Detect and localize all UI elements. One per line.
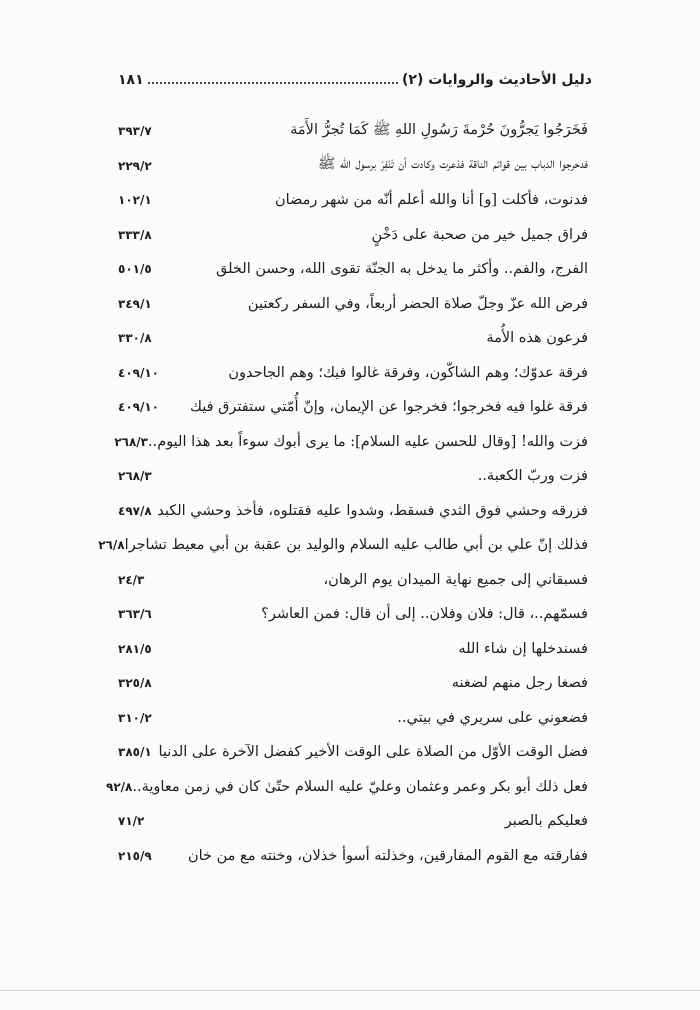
running-header	[118, 72, 592, 96]
entry-text: ففارقته مع القوم المفارقين، وخذلته أسوأ خذلان، وخنته مع من خان	[187, 847, 588, 864]
index-entry	[118, 839, 588, 874]
entry-text: فرعون هذه الأُمة	[486, 330, 588, 347]
entry-text: فعليكم بالصبر	[504, 813, 588, 830]
entry-text: فعل ذلك أبو بكر وعمر وعثمان وعليّ عليه السلام حتّىٰ كان في زمن معاوية..	[132, 778, 588, 795]
page-number: ١٨١	[118, 72, 144, 88]
index-entry	[118, 321, 588, 356]
index-entry	[98, 528, 588, 563]
entry-reference: ٩٢/٨	[106, 779, 133, 794]
entry-text: فزت وربّ الكعبة..	[477, 468, 588, 485]
entry-text: فضعوني على سريري في بيتي..	[397, 709, 588, 726]
entry-reference: ٣١٠/٢	[118, 710, 152, 725]
index-entry	[118, 183, 588, 218]
entry-reference: ٣٣٠/٨	[118, 331, 152, 346]
header-title: دليل الأحاديث والروايات (٢)	[401, 72, 592, 88]
entry-text: فرض الله عزّ وجلّ صلاة الحضر أربعاً، وفي السفر ركعتين	[247, 295, 588, 312]
index-entry	[118, 597, 588, 632]
entry-text: فدنوت، فأكلت [و] أنا والله أعلم أنّه من شهر رمضان	[274, 192, 588, 209]
entry-text: فذلك إنّ علي بن أبي طالب عليه السلام والوليد بن عقبة بن أبي معيط تشاجرا	[124, 537, 588, 554]
index-entry	[118, 701, 588, 736]
index-entry	[118, 632, 588, 667]
entry-text: فَخَرَجُوا يَجرُّونَ حُرْمةَ رَسُولِ اللهِ ﷺ كَمَا تُجرُّ الأَمَة	[290, 121, 588, 138]
entry-reference: ٣٤٩/١	[118, 296, 152, 311]
entry-text: فسمّهم..، قال: فلان وفلان.. إلى أن قال: فمن العاشر؟	[261, 606, 588, 623]
index-entry	[118, 459, 588, 494]
entry-reference: ٥٠١/٥	[118, 262, 152, 277]
index-entry	[118, 735, 588, 770]
entry-reference: ٢٢٩/٢	[118, 158, 152, 173]
index-entry	[118, 287, 588, 322]
index-entry	[118, 149, 588, 184]
entry-text: فسندخلها إن شاء الله	[458, 640, 588, 657]
entry-reference: ٢٦/٨	[98, 538, 125, 553]
index-entry	[114, 425, 588, 460]
entry-text: فضل الوقت الأوّل من الصلاة على الوقت الأخير كفضل الآخرة على الدنيا	[158, 744, 588, 761]
index-entry	[118, 666, 588, 701]
index-entry	[118, 563, 588, 598]
index-entry	[118, 356, 588, 391]
entry-text: فزت والله! [وقال للحسن عليه السلام]: ما يرى أبوك سوءاً بعد هذا اليوم..	[148, 433, 588, 450]
entry-text: الفرج، والفم.. وأكثر ما يدخل به الجنّة تقوى الله، وحسن الخلق	[216, 261, 588, 278]
index-entry	[118, 494, 588, 529]
entry-reference: ٤٠٩/١٠	[118, 365, 160, 380]
entry-text: فراق جميل خير من صحبة على دَخْنٍ	[371, 226, 588, 243]
entry-text: فزرقه وحشي فوق الثدي فسقط، وشدوا عليه فقتلوه، فأخذ وحشي الكبد	[157, 502, 588, 519]
header-dot-leader	[148, 72, 398, 84]
entry-text: فدحرجوا الدباب بين قوائم الناقة فذعرت وكادت أن تَنْفِرَ برسول الله ﷺ	[317, 156, 588, 173]
entry-reference: ٣٢٥/٨	[118, 676, 152, 691]
entry-reference: ٣٣٣/٨	[118, 227, 152, 242]
entry-reference: ١٠٢/١	[118, 193, 152, 208]
entry-reference: ٣٩٣/٧	[118, 124, 152, 139]
entry-text: فرقة عدوّك؛ وهم الشاكّون، وفرقة غالوا فيك؛ وهم الجاحدون	[228, 364, 588, 381]
entry-reference: ٢٦٨/٣	[118, 469, 152, 484]
index-entry	[118, 114, 588, 149]
index-entry	[118, 390, 588, 425]
entry-reference: ٤٠٩/١٠	[118, 400, 160, 415]
entry-reference: ٣٦٣/٦	[118, 607, 152, 622]
index-entry	[118, 218, 588, 253]
index-entry	[118, 804, 588, 839]
entry-reference: ٢١٥/٩	[118, 848, 152, 863]
entry-text: فصغا رجل منهم لضغنه	[451, 675, 588, 692]
entry-reference: ٢٦٨/٣	[114, 434, 148, 449]
entry-reference: ٣٨٥/١	[118, 745, 152, 760]
page-edge-line	[0, 990, 700, 991]
index-entry	[118, 252, 588, 287]
index-entry	[106, 770, 588, 805]
entry-reference: ٤٩٧/٨	[118, 503, 152, 518]
entry-text: فرقة غلوا فيه فخرجوا؛ فخرجوا عن الإيمان، وإنّ أُمّتي ستفترق فيك	[190, 399, 588, 416]
entry-reference: ٧١/٢	[118, 814, 145, 829]
entry-reference: ٢٨١/٥	[118, 641, 152, 656]
entry-text: فسبقاني إلى جميع نهاية الميدان يوم الرهان،	[323, 571, 588, 588]
index-list	[98, 114, 588, 873]
entry-reference: ٢٤/٣	[118, 572, 145, 587]
